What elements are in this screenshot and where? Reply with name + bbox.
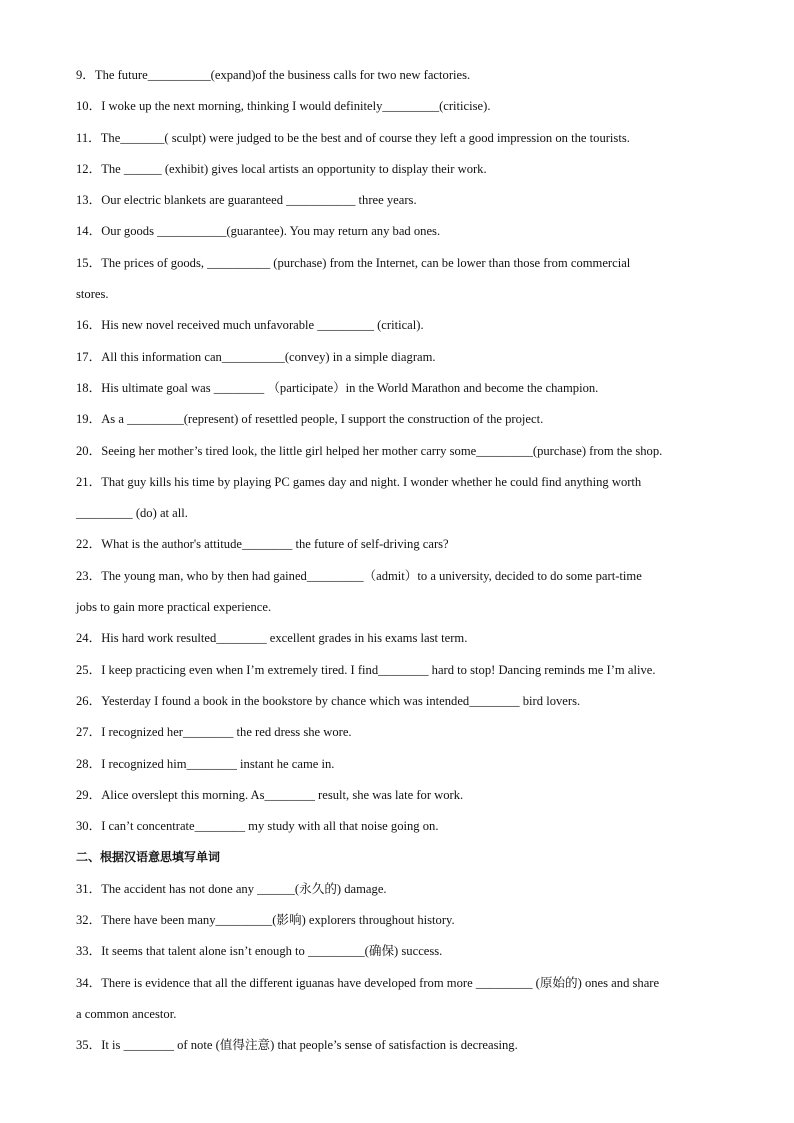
exercise-line: 17．All this information can__________(convey) in a simple diagram. [76,349,436,364]
exercise-line: 24．His hard work resulted________ excellent grades in his exams last term. [76,631,468,646]
exercise-line: 15．The prices of goods, __________ (purchase) from the Internet, can be lower than those from commercial [76,255,631,270]
exercise-line: 22．What is the author's attitude________ the future of self-driving cars? [76,537,449,552]
exercise-line: jobs to gain more practical experience. [76,600,272,615]
exercise-line: a common ancestor. [76,1006,177,1021]
exercise-line: 30．I can’t concentrate________ my study with all that noise going on. [76,819,439,834]
exercise-line: 16．His new novel received much unfavorable _________ (critical). [76,318,424,333]
exercise-line: 18．His ultimate goal was ________ （participate）in the World Marathon and become the champion. [76,380,599,395]
exercise-line: 20．Seeing her mother’s tired look, the little girl helped her mother carry some_________(purchase) from the shop. [76,443,663,458]
exercise-line: 27．I recognized her________ the red dress she wore. [76,725,352,740]
exercise-line: 25．I keep practicing even when I’m extremely tired. I find________ hard to stop! Dancing reminds me I’m alive. [76,662,656,677]
exercise-line: 33．It seems that talent alone isn’t enough to _________(确保) success. [76,944,443,959]
exercise-line: 23．The young man, who by then had gained_________（admit）to a university, decided to do some part-time [76,568,642,583]
exercise-line: 26．Yesterday I found a book in the bookstore by chance which was intended________ bird lovers. [76,693,581,708]
section-heading: 二、根据汉语意思填写单词 [76,850,221,865]
exercise-line: 29．Alice overslept this morning. As________ result, she was late for work. [76,787,464,802]
exercise-line: 14．Our goods ___________(guarantee). You may return any bad ones. [76,224,441,239]
exercise-line: 21．That guy kills his time by playing PC games day and night. I wonder whether he could find anything worth [76,474,642,489]
exercise-line: 13．Our electric blankets are guaranteed ___________ three years. [76,193,417,208]
exercise-line: 28．I recognized him________ instant he came in. [76,756,335,771]
exercise-line: 11．The_______( sculpt) were judged to be the best and of course they left a good impression on the tourists. [76,130,630,145]
exercise-line: 10．I woke up the next morning, thinking I would definitely_________(criticise). [76,99,491,114]
exercise-line: stores. [76,287,109,302]
exercise-line: 19．As a _________(represent) of resettled people, I support the construction of the project. [76,412,544,427]
exercise-line: 12．The ______ (exhibit) gives local artists an opportunity to display their work. [76,161,487,176]
exercise-line: _________ (do) at all. [76,506,188,521]
exercise-line: 34．There is evidence that all the different iguanas have developed from more _________ (原始的) ones and share [76,975,660,990]
exercise-line: 35．It is ________ of note (值得注意) that people’s sense of satisfaction is decreasing. [76,1038,518,1053]
exercise-line: 32．There have been many_________(影响) explorers throughout history. [76,913,455,928]
exercise-list [76,64,726,1066]
exercise-line: 9．The future__________(expand)of the business calls for two new factories. [76,68,471,82]
exercise-line: 31．The accident has not done any ______(永久的) damage. [76,881,387,896]
